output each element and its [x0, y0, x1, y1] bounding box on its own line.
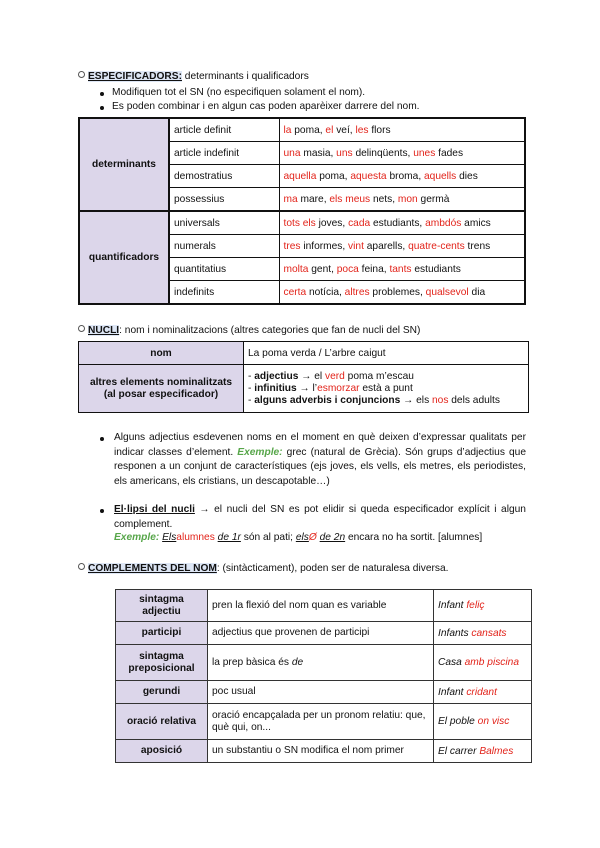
complement-example-modifier: on visc: [477, 716, 510, 727]
complement-desc: un substantiu o SN modifica el nom primer: [208, 740, 434, 763]
example-els2: els: [295, 532, 309, 543]
complement-example-noun: Infant: [438, 600, 467, 611]
complement-name: sintagma adjectiu: [116, 590, 208, 622]
specifier-word: quatre-cents: [408, 240, 465, 252]
nucli-item-post: poma m’escau: [344, 370, 414, 382]
nucli-item: [248, 395, 524, 407]
specifier-word: qualsevol: [425, 286, 469, 298]
complement-row: [116, 740, 532, 763]
bullet-icon: [100, 92, 104, 96]
noun-text: joves,: [315, 217, 349, 229]
complements-table: [115, 589, 532, 763]
noun-text: germà: [417, 193, 450, 205]
noun-text: poma,: [316, 170, 351, 182]
complement-example-modifier: cansats: [471, 627, 507, 639]
especificador-type: article definit: [169, 118, 279, 142]
especificador-example: [279, 258, 525, 281]
specifier-word: ma: [283, 193, 298, 205]
noun-text: mare,: [297, 193, 330, 205]
noun-text: masia,: [300, 147, 337, 159]
specifier-word: altres: [344, 286, 370, 298]
complements-heading: [78, 563, 448, 574]
complement-example: [434, 645, 532, 681]
complement-name: sintagma preposicional: [116, 645, 208, 681]
complement-example-noun: El poble: [438, 716, 478, 727]
elipsi-title: El·lipsi del nucli: [114, 504, 195, 515]
nucli-item-post: està a punt: [359, 382, 413, 394]
complements-title: COMPLEMENTS DEL NOM: [88, 563, 217, 574]
noun-text: problemes,: [369, 286, 426, 298]
nucli-row1-head: nom: [79, 342, 244, 365]
especificador-example: [279, 235, 525, 258]
especificadors-desc: determinants i qualificadors: [181, 71, 309, 82]
nucli-item-b: infinitius: [254, 382, 297, 394]
noun-text: dia: [468, 286, 486, 298]
especificador-row: [79, 211, 525, 235]
complement-example: [434, 622, 532, 645]
complement-row: [116, 622, 532, 645]
especificador-type: universals: [169, 211, 279, 235]
noun-text: dies: [456, 170, 478, 182]
especificadors-bullet-2: Es poden combinar i en algun cas poden aparèixer darrere del nom.: [112, 101, 420, 112]
noun-text: aparells,: [363, 240, 409, 252]
especificadors-table: [78, 117, 526, 305]
specifier-word: tants: [389, 263, 412, 275]
nucli-item-arrow: → el: [298, 370, 326, 382]
nucli-table: [78, 341, 529, 413]
complement-desc: [208, 645, 434, 681]
complement-row: [116, 704, 532, 740]
noun-text: gent,: [308, 263, 337, 275]
specifier-word: ambdós: [425, 217, 462, 229]
specifier-word: uns: [336, 147, 353, 159]
noun-text: broma,: [386, 170, 424, 182]
complement-name: aposició: [116, 740, 208, 763]
nucli-title: NUCLI: [88, 325, 120, 336]
nucli-item-b: adjectius: [254, 370, 299, 382]
noun-text: amics: [461, 217, 491, 229]
bullet-icon: [100, 509, 104, 513]
nucli-item-pre: -: [248, 394, 255, 406]
circle-bullet-icon: [78, 563, 85, 570]
example-de1: de 1r: [217, 532, 241, 543]
especificador-example: [279, 142, 525, 165]
nucli-item-arrow: → l’: [296, 382, 318, 394]
complement-example: [434, 590, 532, 622]
circle-bullet-icon: [78, 71, 85, 78]
noun-text: notícia,: [306, 286, 345, 298]
noun-text: feina,: [358, 263, 390, 275]
noun-text: delinqüents,: [352, 147, 414, 159]
specifier-word: molta: [283, 263, 309, 275]
noun-text: poma,: [291, 124, 326, 136]
nucli-row2-head-line1: altres elements nominalitzats: [89, 376, 233, 388]
nucli-item-arrow: → els: [400, 394, 432, 406]
specifier-word: cada: [348, 217, 371, 229]
noun-text: veí,: [333, 124, 356, 136]
especificador-type: indefinits: [169, 281, 279, 305]
especificador-example: [279, 118, 525, 142]
noun-text: fades: [435, 147, 464, 159]
nucli-row1-val: La poma verda / L’arbre caigut: [244, 342, 529, 365]
specifier-word: mon: [397, 193, 418, 205]
elipsi-example: [114, 532, 482, 543]
complement-example-modifier: amb piscina: [464, 657, 519, 668]
noun-text: trens: [464, 240, 491, 252]
specifier-word: tots els: [283, 217, 316, 229]
especificador-example: [279, 188, 525, 212]
specifier-word: unes: [413, 147, 436, 159]
example-mid: són al pati;: [240, 532, 296, 543]
example-de2: de 2n: [319, 532, 346, 543]
specifier-word: vint: [348, 240, 364, 252]
example-els: Els: [162, 532, 177, 543]
adjectius-paragraph: [114, 431, 526, 489]
noun-text: informes,: [300, 240, 349, 252]
bullet-icon: [100, 437, 104, 441]
specifier-word: la: [283, 124, 292, 136]
specifier-word: certa: [283, 286, 307, 298]
complement-example-noun: Infants: [438, 627, 472, 639]
specifier-word: el: [325, 124, 334, 136]
elipsi-text: → el nucli del SN es pot elidir si queda especificador explícit i algun complement.: [114, 504, 526, 530]
elipsi-paragraph: [114, 503, 526, 532]
circle-bullet-icon: [78, 325, 85, 332]
specifier-word: les: [355, 124, 369, 136]
noun-text: flors: [368, 124, 391, 136]
especificador-type: article indefinit: [169, 142, 279, 165]
nucli-item: [248, 383, 524, 395]
especificador-type: quantitatius: [169, 258, 279, 281]
especificador-example: [279, 281, 525, 305]
complement-desc-italic: de: [291, 656, 304, 668]
nucli-item-pre: -: [248, 382, 255, 394]
noun-text: estudiants: [411, 263, 461, 275]
nucli-item-b: alguns adverbis i conjuncions: [254, 394, 401, 406]
nucli-items: [244, 365, 529, 413]
complement-desc: poc usual: [208, 681, 434, 704]
group-determinants: determinants: [79, 118, 169, 211]
complement-example: [434, 740, 532, 763]
noun-text: nets,: [370, 193, 398, 205]
nucli-item-r: nos: [432, 394, 449, 406]
complement-example: [434, 704, 532, 740]
complement-example-noun: Casa: [438, 657, 465, 668]
nucli-item-post: dels adults: [448, 394, 500, 406]
specifier-word: els meus: [329, 193, 371, 205]
elipsi-example-label: Exemple:: [114, 532, 160, 543]
nucli-item-pre: -: [248, 370, 255, 382]
complement-example-noun: Infant: [438, 686, 467, 698]
complement-example: [434, 681, 532, 704]
complement-desc: adjectius que provenen de participi: [208, 622, 434, 645]
specifier-word: aquella: [283, 170, 317, 182]
especificadors-bullet-1: Modifiquen tot el SN (no especifiquen solament el nom).: [112, 87, 366, 98]
noun-text: estudiants,: [370, 217, 426, 229]
adjectius-example-label: Exemple:: [237, 446, 283, 458]
group-quantificadors: quantificadors: [79, 211, 169, 304]
complement-row: [116, 645, 532, 681]
nucli-desc: nom i nominalitzacions (altres categories que fan de nucli del SN): [124, 325, 421, 336]
complement-row: [116, 590, 532, 622]
especificadors-heading: [78, 71, 309, 82]
specifier-word: una: [283, 147, 301, 159]
nucli-row2-head-line2: (al posar especificador): [103, 388, 219, 400]
especificador-type: possessius: [169, 188, 279, 212]
especificador-type: numerals: [169, 235, 279, 258]
specifier-word: poca: [336, 263, 359, 275]
especificadors-title: ESPECIFICADORS:: [88, 71, 182, 82]
nucli-item: [248, 371, 524, 383]
complement-row: [116, 681, 532, 704]
nucli-sep: :: [119, 325, 125, 336]
bullet-icon: [100, 106, 104, 110]
nucli-item-r: esmorzar: [317, 382, 360, 394]
complements-desc: : (sintàcticament), poden ser de naturalesa diversa.: [216, 563, 449, 574]
complement-name: participi: [116, 622, 208, 645]
example-empty: Ø: [308, 532, 317, 543]
example-end: encara no ha sortit. [alumnes]: [345, 532, 483, 543]
adjectius-text-b: grec (natural de Grècia). Són grups d’adjectius que responen a un conjunt de característiques (ejs joves, els vells, els metres, els periodistes, els americans, els cristians, un descapotable…): [114, 446, 526, 487]
especificador-row: [79, 118, 525, 142]
complement-example-modifier: cridant: [466, 686, 497, 698]
complement-desc: oració encapçalada per un pronom relatiu: que, què qui, on...: [208, 704, 434, 740]
complement-desc: pren la flexió del nom quan es variable: [208, 590, 434, 622]
adjectius-text-a: Alguns adjectius esdevenen noms en el moment en què deixen d’expressar qualitats per indicar classes d’element.: [114, 432, 526, 458]
complement-example-modifier: Balmes: [479, 745, 514, 757]
nucli-row2-head: [79, 365, 244, 413]
complement-desc-text: la prep bàsica és: [212, 656, 292, 668]
nucli-item-r: verd: [325, 370, 345, 382]
complement-name: oració relativa: [116, 704, 208, 740]
complement-example-modifier: feliç: [466, 600, 485, 611]
especificador-example: [279, 165, 525, 188]
example-alumnes: alumnes: [176, 532, 215, 543]
especificador-type: demostratius: [169, 165, 279, 188]
specifier-word: tres: [283, 240, 301, 252]
specifier-word: aquesta: [350, 170, 387, 182]
nucli-heading: [78, 325, 420, 336]
complement-example-noun: El carrer: [438, 745, 480, 757]
complement-name: gerundi: [116, 681, 208, 704]
especificador-example: [279, 211, 525, 235]
specifier-word: aquells: [423, 170, 457, 182]
